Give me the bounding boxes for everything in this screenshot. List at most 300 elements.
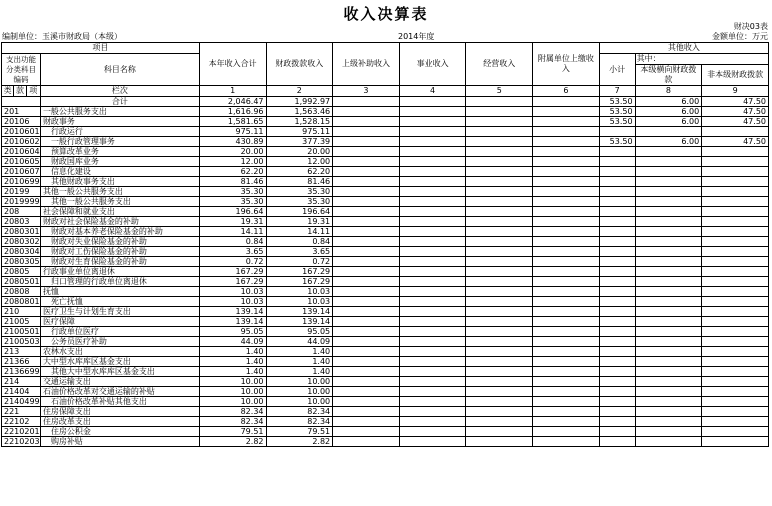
- subject-cell: 石油价格改革补贴其他支出: [40, 397, 199, 407]
- operation-cell: [466, 247, 533, 257]
- affiliated-cell: [533, 267, 600, 277]
- subtotal-cell: [599, 177, 635, 187]
- business-cell: [399, 177, 466, 187]
- superior-cell: [333, 157, 400, 167]
- affiliated-cell: [533, 177, 600, 187]
- code-cell: 2080304: [2, 247, 41, 257]
- affiliated-cell: [533, 107, 600, 117]
- affiliated-cell: [533, 207, 600, 217]
- total-cell: 35.30: [199, 197, 266, 207]
- total-cell: 10.03: [199, 287, 266, 297]
- business-cell: [399, 327, 466, 337]
- superior-cell: [333, 387, 400, 397]
- affiliated-cell: [533, 127, 600, 137]
- business-cell: [399, 397, 466, 407]
- fiscal-cell: 10.00: [266, 387, 333, 397]
- superior-cell: [333, 337, 400, 347]
- code-cell: 20106: [2, 117, 41, 127]
- table-row: [2, 217, 769, 227]
- affiliated-cell: [533, 317, 600, 327]
- horizontal-cell: [635, 327, 702, 337]
- table-row: [2, 427, 769, 437]
- horizontal-cell: [635, 417, 702, 427]
- code-cell: 2210201: [2, 427, 41, 437]
- total-cell: 139.14: [199, 317, 266, 327]
- header-xiang: 项: [26, 86, 40, 97]
- horizontal-cell: [635, 157, 702, 167]
- subject-cell: 医疗卫生与计划生育支出: [40, 307, 199, 317]
- header-project: 项目: [2, 43, 200, 54]
- table-row: [2, 257, 769, 267]
- superior-cell: [333, 247, 400, 257]
- table-row: [2, 97, 769, 107]
- fiscal-cell: 1.40: [266, 367, 333, 377]
- subject-cell: 其他一般公共服务支出: [40, 197, 199, 207]
- superior-cell: [333, 107, 400, 117]
- fiscal-cell: 0.84: [266, 237, 333, 247]
- code-cell: 20808: [2, 287, 41, 297]
- subtotal-cell: [599, 197, 635, 207]
- fiscal-cell: 0.72: [266, 257, 333, 267]
- operation-cell: [466, 117, 533, 127]
- nonfiscal-cell: [702, 217, 769, 227]
- nonfiscal-cell: [702, 127, 769, 137]
- code-cell: 208: [2, 207, 41, 217]
- fiscal-year: 2014年度: [398, 32, 435, 41]
- business-cell: [399, 367, 466, 377]
- horizontal-cell: [635, 437, 702, 447]
- operation-cell: [466, 157, 533, 167]
- nonfiscal-cell: [702, 237, 769, 247]
- business-cell: [399, 317, 466, 327]
- col-num-6: 6: [533, 86, 600, 97]
- horizontal-cell: [635, 267, 702, 277]
- fiscal-cell: 1.40: [266, 357, 333, 367]
- business-cell: [399, 357, 466, 367]
- affiliated-cell: [533, 287, 600, 297]
- nonfiscal-cell: [702, 197, 769, 207]
- nonfiscal-cell: [702, 417, 769, 427]
- subtotal-cell: [599, 227, 635, 237]
- subject-cell: 其他大中型水库库区基金支出: [40, 367, 199, 377]
- subject-cell: 其他一般公共服务支出: [40, 187, 199, 197]
- nonfiscal-cell: 47.50: [702, 97, 769, 107]
- horizontal-cell: [635, 227, 702, 237]
- total-cell: 1.40: [199, 347, 266, 357]
- affiliated-cell: [533, 157, 600, 167]
- superior-cell: [333, 367, 400, 377]
- subject-cell: 行政运行: [40, 127, 199, 137]
- nonfiscal-cell: [702, 427, 769, 437]
- total-cell: 81.46: [199, 177, 266, 187]
- operation-cell: [466, 97, 533, 107]
- subtotal-cell: [599, 277, 635, 287]
- superior-cell: [333, 277, 400, 287]
- total-cell: 430.89: [199, 137, 266, 147]
- subtotal-cell: [599, 207, 635, 217]
- business-cell: [399, 207, 466, 217]
- subject-cell: 大中型水库库区基金支出: [40, 357, 199, 367]
- operation-cell: [466, 287, 533, 297]
- header-nonfiscal: 非本级财政拨款: [702, 65, 769, 86]
- affiliated-cell: [533, 257, 600, 267]
- nonfiscal-cell: [702, 247, 769, 257]
- total-cell: 44.09: [199, 337, 266, 347]
- business-cell: [399, 277, 466, 287]
- affiliated-cell: [533, 297, 600, 307]
- code-cell: 210: [2, 307, 41, 317]
- table-row: [2, 347, 769, 357]
- business-cell: [399, 437, 466, 447]
- table-row: [2, 337, 769, 347]
- table-row: [2, 277, 769, 287]
- subtotal-cell: 53.50: [599, 97, 635, 107]
- total-cell: 2.82: [199, 437, 266, 447]
- total-cell: 10.00: [199, 387, 266, 397]
- affiliated-cell: [533, 417, 600, 427]
- operation-cell: [466, 107, 533, 117]
- affiliated-cell: [533, 167, 600, 177]
- fiscal-cell: 82.34: [266, 407, 333, 417]
- superior-cell: [333, 137, 400, 147]
- superior-cell: [333, 437, 400, 447]
- operation-cell: [466, 407, 533, 417]
- superior-cell: [333, 177, 400, 187]
- operation-cell: [466, 207, 533, 217]
- horizontal-cell: 6.00: [635, 117, 702, 127]
- horizontal-cell: [635, 377, 702, 387]
- affiliated-cell: [533, 367, 600, 377]
- header-among: 其中：: [635, 54, 768, 65]
- nonfiscal-cell: [702, 187, 769, 197]
- nonfiscal-cell: [702, 397, 769, 407]
- operation-cell: [466, 217, 533, 227]
- col-num-2: 2: [266, 86, 333, 97]
- code-cell: 201: [2, 107, 41, 117]
- code-cell: 2010607: [2, 167, 41, 177]
- affiliated-cell: [533, 347, 600, 357]
- code-cell: 2136699: [2, 367, 41, 377]
- business-cell: [399, 407, 466, 417]
- code-cell: 2080301: [2, 227, 41, 237]
- business-cell: [399, 377, 466, 387]
- total-cell: 1,616.96: [199, 107, 266, 117]
- operation-cell: [466, 397, 533, 407]
- horizontal-cell: [635, 127, 702, 137]
- business-cell: [399, 147, 466, 157]
- subtotal-cell: [599, 387, 635, 397]
- nonfiscal-cell: [702, 337, 769, 347]
- operation-cell: [466, 177, 533, 187]
- total-cell: 975.11: [199, 127, 266, 137]
- subtotal-cell: [599, 397, 635, 407]
- horizontal-cell: [635, 347, 702, 357]
- fiscal-cell: 139.14: [266, 317, 333, 327]
- header-horizontal: 本级横向财政拨款: [635, 65, 702, 86]
- total-cell: 10.00: [199, 397, 266, 407]
- superior-cell: [333, 267, 400, 277]
- fiscal-cell: 167.29: [266, 267, 333, 277]
- total-cell: 20.00: [199, 147, 266, 157]
- fiscal-cell: 82.34: [266, 417, 333, 427]
- fiscal-cell: 975.11: [266, 127, 333, 137]
- subject-cell: 财政国库业务: [40, 157, 199, 167]
- business-cell: [399, 417, 466, 427]
- table-header: [2, 43, 769, 97]
- table-row: [2, 177, 769, 187]
- nonfiscal-cell: [702, 147, 769, 157]
- subject-cell: 住房保障支出: [40, 407, 199, 417]
- operation-cell: [466, 347, 533, 357]
- superior-cell: [333, 97, 400, 107]
- fiscal-cell: 1,528.15: [266, 117, 333, 127]
- business-cell: [399, 287, 466, 297]
- col-num-4: 4: [399, 86, 466, 97]
- header-superior: 上级补助收入: [333, 43, 400, 86]
- subject-cell: 一般公共服务支出: [40, 107, 199, 117]
- table-row: [2, 147, 769, 157]
- subtotal-cell: [599, 417, 635, 427]
- code-cell: 2080305: [2, 257, 41, 267]
- table-row: [2, 297, 769, 307]
- fiscal-cell: 19.31: [266, 217, 333, 227]
- business-cell: [399, 167, 466, 177]
- code-cell: 2010601: [2, 127, 41, 137]
- fiscal-cell: 35.30: [266, 187, 333, 197]
- table-row: [2, 227, 769, 237]
- header-lanci: 栏次: [40, 86, 199, 97]
- total-cell: 1.40: [199, 357, 266, 367]
- horizontal-cell: [635, 367, 702, 377]
- code-cell: 2210203: [2, 437, 41, 447]
- nonfiscal-cell: [702, 367, 769, 377]
- header-total: 本年收入合计: [199, 43, 266, 86]
- subtotal-cell: [599, 297, 635, 307]
- horizontal-cell: 6.00: [635, 97, 702, 107]
- horizontal-cell: [635, 397, 702, 407]
- nonfiscal-cell: 47.50: [702, 107, 769, 117]
- fiscal-cell: 79.51: [266, 427, 333, 437]
- business-cell: [399, 307, 466, 317]
- header-kuan: 款: [14, 86, 26, 97]
- affiliated-cell: [533, 397, 600, 407]
- code-cell: 221: [2, 407, 41, 417]
- subject-cell: 死亡抚恤: [40, 297, 199, 307]
- superior-cell: [333, 427, 400, 437]
- code-cell: 20199: [2, 187, 41, 197]
- col-num-8: 8: [635, 86, 702, 97]
- superior-cell: [333, 317, 400, 327]
- subtotal-cell: [599, 147, 635, 157]
- nonfiscal-cell: [702, 387, 769, 397]
- code-cell: 2010699: [2, 177, 41, 187]
- subtotal-cell: [599, 257, 635, 267]
- total-cell: 167.29: [199, 267, 266, 277]
- col-num-5: 5: [466, 86, 533, 97]
- horizontal-cell: [635, 307, 702, 317]
- superior-cell: [333, 197, 400, 207]
- subtotal-cell: [599, 187, 635, 197]
- subject-cell: 财政对失业保险基金的补助: [40, 237, 199, 247]
- subtotal-cell: 53.50: [599, 117, 635, 127]
- superior-cell: [333, 347, 400, 357]
- code-cell: 20805: [2, 267, 41, 277]
- superior-cell: [333, 357, 400, 367]
- operation-cell: [466, 437, 533, 447]
- superior-cell: [333, 297, 400, 307]
- subtotal-cell: [599, 347, 635, 357]
- business-cell: [399, 217, 466, 227]
- money-unit: 金额单位：万元: [712, 32, 768, 41]
- total-cell: 35.30: [199, 187, 266, 197]
- subtotal-cell: [599, 357, 635, 367]
- horizontal-cell: [635, 247, 702, 257]
- superior-cell: [333, 117, 400, 127]
- col-num-9: 9: [702, 86, 769, 97]
- total-cell: 19.31: [199, 217, 266, 227]
- affiliated-cell: [533, 327, 600, 337]
- total-cell: 95.05: [199, 327, 266, 337]
- subject-cell: 购房补贴: [40, 437, 199, 447]
- operation-cell: [466, 257, 533, 267]
- subject-cell: 抚恤: [40, 287, 199, 297]
- fiscal-cell: 1,992.97: [266, 97, 333, 107]
- business-cell: [399, 227, 466, 237]
- fiscal-cell: 35.30: [266, 197, 333, 207]
- code-cell: 2140499: [2, 397, 41, 407]
- subtotal-cell: [599, 247, 635, 257]
- subject-cell: 农林水支出: [40, 347, 199, 357]
- header-affiliated: 附属单位上缴收入: [533, 43, 600, 86]
- business-cell: [399, 297, 466, 307]
- affiliated-cell: [533, 237, 600, 247]
- total-cell: 62.20: [199, 167, 266, 177]
- horizontal-cell: [635, 177, 702, 187]
- superior-cell: [333, 327, 400, 337]
- meta-row: [2, 31, 770, 42]
- code-cell: 2010604: [2, 147, 41, 157]
- fiscal-cell: 1,563.46: [266, 107, 333, 117]
- nonfiscal-cell: [702, 227, 769, 237]
- horizontal-cell: [635, 207, 702, 217]
- table-row: [2, 247, 769, 257]
- total-cell: 196.64: [199, 207, 266, 217]
- subtotal-cell: [599, 337, 635, 347]
- table-row: [2, 167, 769, 177]
- subtotal-cell: [599, 307, 635, 317]
- subject-cell: 交通运输支出: [40, 377, 199, 387]
- subtotal-cell: [599, 127, 635, 137]
- header-business: 事业收入: [399, 43, 466, 86]
- nonfiscal-cell: [702, 377, 769, 387]
- subject-cell: 财政对工伤保险基金的补助: [40, 247, 199, 257]
- fiscal-cell: 196.64: [266, 207, 333, 217]
- table-row: [2, 387, 769, 397]
- superior-cell: [333, 397, 400, 407]
- code-cell: 21005: [2, 317, 41, 327]
- operation-cell: [466, 327, 533, 337]
- nonfiscal-cell: [702, 437, 769, 447]
- horizontal-cell: [635, 217, 702, 227]
- business-cell: [399, 267, 466, 277]
- nonfiscal-cell: [702, 357, 769, 367]
- nonfiscal-cell: [702, 257, 769, 267]
- code-cell: 2010605: [2, 157, 41, 167]
- header-subject: 科目名称: [40, 54, 199, 86]
- subject-cell: 预算改革业务: [40, 147, 199, 157]
- business-cell: [399, 197, 466, 207]
- nonfiscal-cell: [702, 327, 769, 337]
- code-cell: 2080501: [2, 277, 41, 287]
- superior-cell: [333, 407, 400, 417]
- horizontal-cell: [635, 167, 702, 177]
- fiscal-cell: 139.14: [266, 307, 333, 317]
- business-cell: [399, 117, 466, 127]
- superior-cell: [333, 257, 400, 267]
- subtotal-cell: [599, 267, 635, 277]
- affiliated-cell: [533, 197, 600, 207]
- affiliated-cell: [533, 427, 600, 437]
- fiscal-cell: 3.65: [266, 247, 333, 257]
- table-row: [2, 107, 769, 117]
- subject-cell: 信息化建设: [40, 167, 199, 177]
- table-row: [2, 377, 769, 387]
- total-cell: 82.34: [199, 417, 266, 427]
- col-num-3: 3: [333, 86, 400, 97]
- fiscal-cell: 44.09: [266, 337, 333, 347]
- code-cell: 2080801: [2, 297, 41, 307]
- total-cell: 1.40: [199, 367, 266, 377]
- nonfiscal-cell: [702, 287, 769, 297]
- subtotal-cell: [599, 157, 635, 167]
- nonfiscal-cell: 47.50: [702, 117, 769, 127]
- horizontal-cell: [635, 147, 702, 157]
- table-row: [2, 327, 769, 337]
- superior-cell: [333, 237, 400, 247]
- table-row: [2, 287, 769, 297]
- fiscal-cell: 95.05: [266, 327, 333, 337]
- nonfiscal-cell: [702, 347, 769, 357]
- header-func-code: 支出功能分类科目编码: [2, 54, 41, 86]
- nonfiscal-cell: [702, 317, 769, 327]
- superior-cell: [333, 217, 400, 227]
- fiscal-cell: 2.82: [266, 437, 333, 447]
- horizontal-cell: [635, 407, 702, 417]
- horizontal-cell: [635, 257, 702, 267]
- operation-cell: [466, 267, 533, 277]
- subject-cell: 医疗保障: [40, 317, 199, 327]
- affiliated-cell: [533, 227, 600, 237]
- operation-cell: [466, 127, 533, 137]
- affiliated-cell: [533, 97, 600, 107]
- business-cell: [399, 247, 466, 257]
- code-cell: 213: [2, 347, 41, 357]
- table-row: [2, 407, 769, 417]
- table-body: [2, 97, 769, 447]
- horizontal-cell: [635, 427, 702, 437]
- total-cell: 14.11: [199, 227, 266, 237]
- operation-cell: [466, 227, 533, 237]
- nonfiscal-cell: [702, 267, 769, 277]
- operation-cell: [466, 417, 533, 427]
- total-cell: 2,046.47: [199, 97, 266, 107]
- subject-cell: 合计: [40, 97, 199, 107]
- code-cell: 22102: [2, 417, 41, 427]
- table-row: [2, 357, 769, 367]
- operation-cell: [466, 167, 533, 177]
- business-cell: [399, 187, 466, 197]
- header-other-income: 其他收入: [599, 43, 768, 54]
